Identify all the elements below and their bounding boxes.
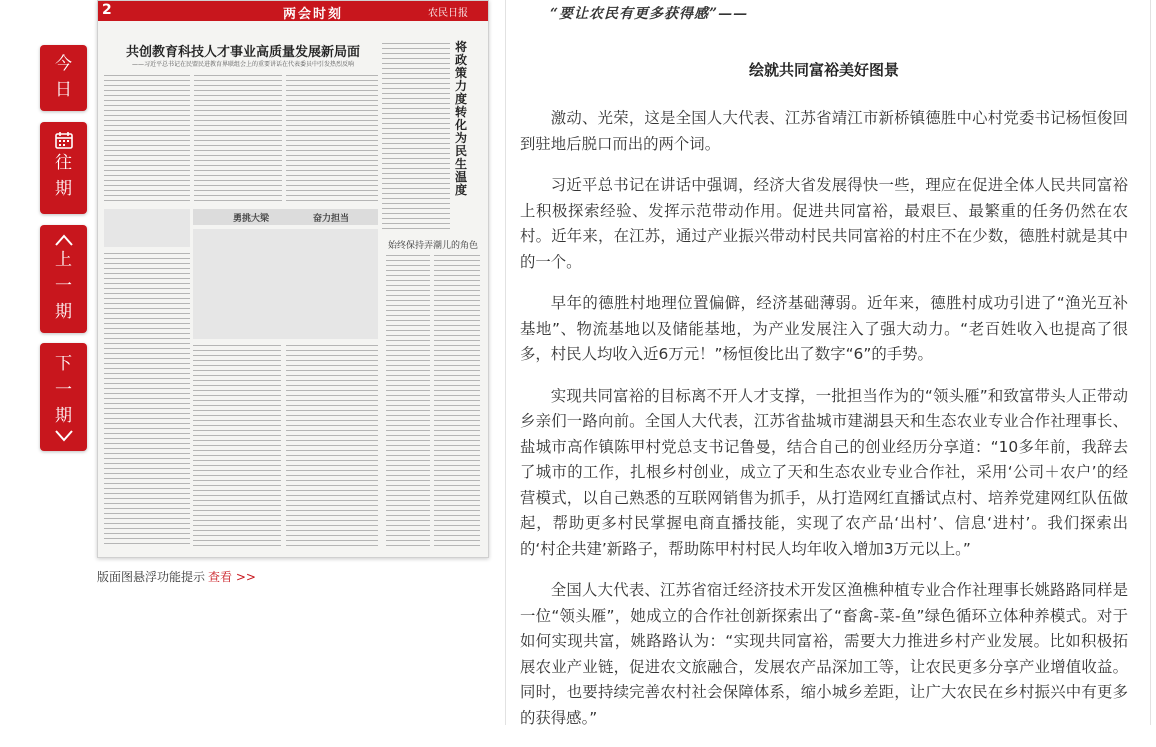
article-paragraph: 早年的德胜村地理位置偏僻，经济基础薄弱。近年来，德胜村成功引进了“渔光互补基地”、物流基地以及储能基地，为产业发展注入了强大动力。“老百姓收入也提高了很多，村民人均收入近6万元！”杨恒俊比出了数字“6”的手势。	[520, 294, 1128, 363]
chevron-down-icon	[54, 429, 74, 443]
thumbnail-text-column	[434, 253, 480, 547]
thumbnail-text-column	[104, 251, 190, 547]
previous-issue-button[interactable]	[40, 225, 87, 333]
thumbnail-band-left: 勇挑大梁	[233, 214, 270, 224]
calendar-icon	[54, 130, 74, 150]
column-divider	[505, 0, 506, 725]
view-tip-link[interactable]: 查看 >>	[208, 570, 256, 584]
thumbnail-masthead: 两会时刻	[283, 7, 344, 22]
thumbnail-header-bar	[98, 1, 488, 21]
thumbnail-text-column	[386, 253, 430, 547]
thumbnail-text-column	[193, 343, 281, 547]
past-char-1: 往	[55, 153, 72, 173]
thumbnail-text-column	[286, 73, 378, 203]
article-paragraph: 实现共同富裕的目标离不开人才支撑，一批担当作为的“领头雁”和致富带头人正带动乡亲们一路向前。全国人大代表，江苏省盐城市建湖县天和生态农业专业合作社理事长、盐城市高作镇陈甲村党总支书记鲁曼，结合自己的创业经历分享道：“10多年前，我辞去了城市的工作，扎根乡村创业，成立了天和生态农业专业合作社，采用‘公司＋农户’的经营模式，以自己熟悉的互联网销售为抓手，从打造网红直播试点村、培养党建网红队伍做起，帮助更多村民掌握电商直播技能，实现了农产品‘出村’、信息‘进村’。我们探索出的‘村企共建’新路子，帮助陈甲村村民人均年收入增加3万元以上。”	[520, 386, 1128, 558]
thumbnail-band	[193, 209, 378, 225]
thumbnail-brand: 农民日报	[428, 8, 468, 19]
right-edge-line	[1150, 0, 1151, 725]
thumbnail-headline: 共创教育科技人才事业高质量发展新局面	[125, 45, 360, 60]
article-paragraph: 激动、光荣，这是全国人大代表、江苏省靖江市新桥镇德胜中心村党委书记杨恒俊回到驻地后脱口而出的两个词。	[520, 109, 1128, 153]
thumbnail-box	[104, 209, 190, 247]
thumbnail-box	[193, 229, 378, 339]
prev-char-2: 一	[55, 276, 72, 296]
pull-quote: “要让农民有更多获得感”——	[550, 6, 749, 22]
article-paragraph: 全国人大代表、江苏省宿迁经济技术开发区渔樵种植专业合作社理事长姚路路同样是一位“领头雁”，她成立的合作社创新探索出了“畜禽-菜-鱼”绿色循环立体种养模式。对于如何实现共富，姚路路认为：“实现共同富裕，需要大力推进乡村产业发展。比如积极拓展农业产业链，促进农文旅融合，发展农产品深加工等，让农民更多分享产业增值收益。同时，也要持续完善农村社会保障体系，缩小城乡差距，让广大农民在乡村振兴中有更多的获得感。”	[520, 581, 1128, 727]
thumbnail-subtitle: ——习近平总书记在民盟民进教育界联组会上的重要讲话在代表委员中引发热烈反响	[131, 61, 354, 68]
hover-tip	[97, 568, 256, 585]
thumbnail-side-heading: 始终保持弄潮儿的角色	[388, 241, 479, 251]
chevron-up-icon	[54, 233, 74, 247]
prev-char-1: 上	[55, 250, 72, 270]
thumbnail-band-right: 奋力担当	[313, 214, 350, 224]
next-char-1: 下	[55, 354, 72, 374]
thumbnail-text-column	[286, 343, 378, 547]
past-issues-button[interactable]	[40, 122, 87, 214]
thumbnail-text-column	[104, 73, 190, 203]
thumbnail-vertical-title: 将政策力度转化为民生温度	[455, 40, 468, 197]
past-char-2: 期	[55, 179, 72, 199]
today-char-2: 日	[55, 80, 72, 100]
next-char-2: 一	[55, 380, 72, 400]
newspaper-page-thumbnail[interactable]	[97, 0, 489, 558]
hover-tip-text: 版面图悬浮功能提示	[97, 570, 206, 584]
next-char-3: 期	[55, 406, 72, 426]
next-issue-button[interactable]	[40, 343, 87, 451]
article-paragraph: 习近平总书记在讲话中强调，经济大省发展得快一些，理应在促进全体人民共同富裕上积极探索经验、发挥示范带动作用。促进共同富裕，最艰巨、最繁重的任务仍然在农村。近年来，在江苏，通过产业振兴带动村民共同富裕的村庄不在少数，德胜村就是其中的一个。	[520, 176, 1128, 271]
today-char-1: 今	[55, 54, 72, 74]
prev-char-3: 期	[55, 302, 72, 322]
thumbnail-page-number: 2	[102, 2, 112, 18]
article-body	[520, 106, 1128, 747]
article-subheading: 绘就共同富裕美好图景	[748, 61, 899, 79]
thumbnail-text-column	[382, 41, 450, 231]
today-button[interactable]	[40, 45, 87, 111]
thumbnail-text-column	[194, 73, 282, 203]
